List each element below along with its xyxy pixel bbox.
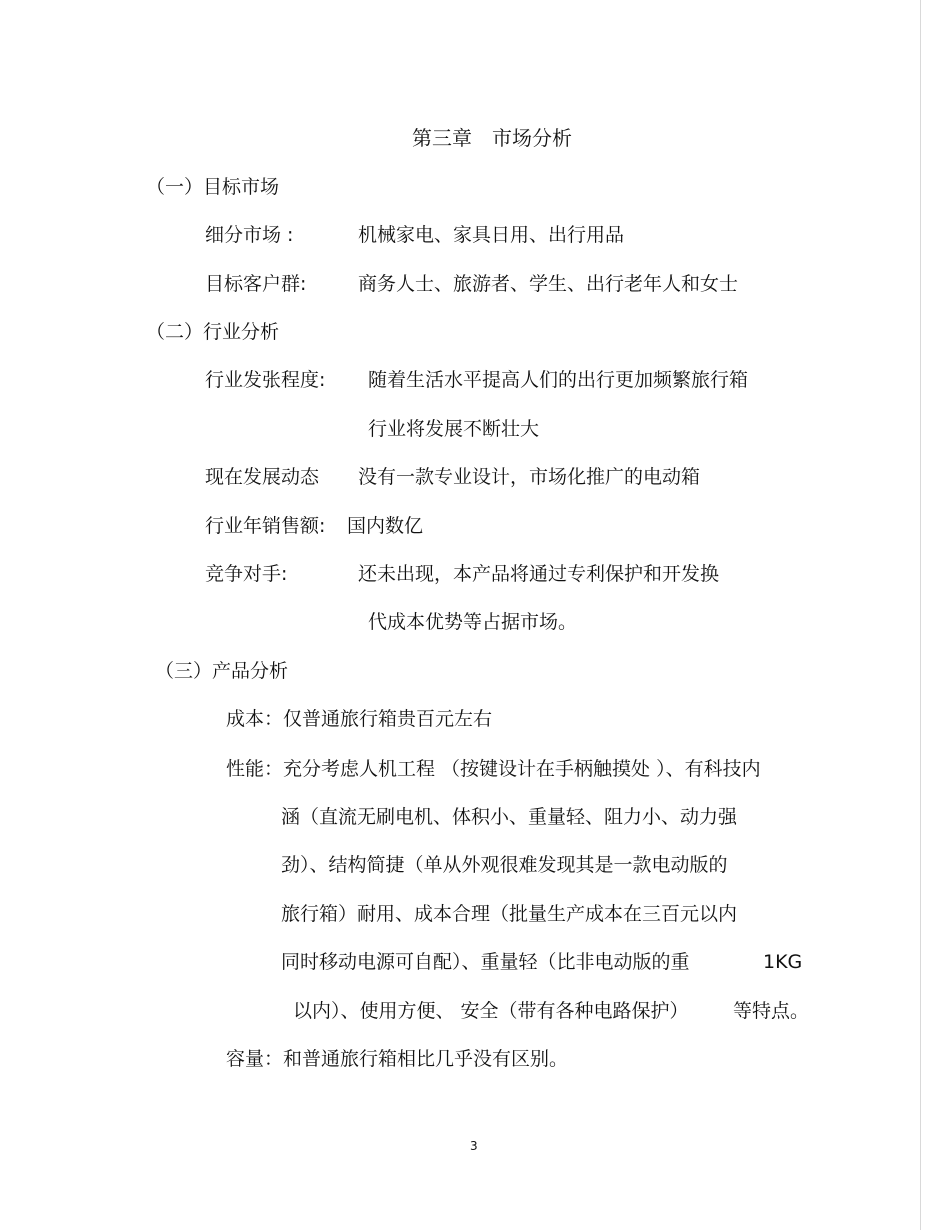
page-number: 3	[470, 1139, 478, 1153]
cost-line: 成本：仅普通旅行箱贵百元左右	[226, 708, 493, 730]
section-3-heading: （三）产品分析	[155, 660, 289, 682]
performance-line-5: 同时移动电源可自配）、重量轻（比非电动版的重	[281, 951, 690, 973]
trend-label: 现在发展动态	[205, 466, 320, 488]
segment-label: 细分市场 :	[205, 224, 294, 246]
performance-line-1: 性能：充分考虑人机工程 （按键设计在手柄触摸处 ）、有科技内	[226, 758, 761, 780]
performance-line-6-end: 等特点。	[733, 1000, 810, 1022]
customers-label: 目标客户群:	[205, 273, 307, 295]
competitor-label: 竞争对手:	[205, 563, 288, 585]
section-1-heading: （一）目标市场	[146, 176, 280, 198]
chapter-title: 第三章 市场分析	[412, 126, 572, 150]
capacity-line: 容量：和普通旅行箱相比几乎没有区别。	[226, 1048, 569, 1070]
trend-value: 没有一款专业设计，市场化推广的电动箱	[358, 466, 701, 488]
competitor-line-1: 还未出现，本产品将通过专利保护和开发换	[358, 563, 720, 585]
competitor-line-2: 代成本优势等占据市场。	[368, 611, 578, 633]
performance-line-2: 涵（直流无刷电机、体积小、重量轻、阻力小、动力强	[281, 806, 738, 828]
performance-line-3: 劲）、结构简捷（单从外观很难发现其是一款电动版的	[281, 854, 728, 876]
page-edge-line	[920, 0, 921, 1230]
performance-line-4: 旅行箱）耐用、成本合理（批量生产成本在三百元以内	[281, 903, 738, 925]
section-2-heading: （二）行业分析	[146, 321, 280, 343]
industry-degree-line-2: 行业将发展不断壮大	[368, 418, 540, 440]
industry-degree-line-1: 随着生活水平提高人们的出行更加频繁旅行箱	[368, 369, 749, 391]
performance-line-5-value: 1KG	[763, 951, 803, 973]
sales-value: 国内数亿	[347, 515, 424, 537]
customers-value: 商务人士、旅游者、学生、出行老年人和女士	[358, 273, 739, 295]
segment-value: 机械家电、家具日用、出行用品	[358, 224, 625, 246]
industry-degree-label: 行业发张程度:	[205, 369, 326, 391]
sales-label: 行业年销售额:	[205, 515, 326, 537]
performance-line-6: 以内）、使用方便、 安全（带有各种电路保护）	[293, 1000, 689, 1022]
